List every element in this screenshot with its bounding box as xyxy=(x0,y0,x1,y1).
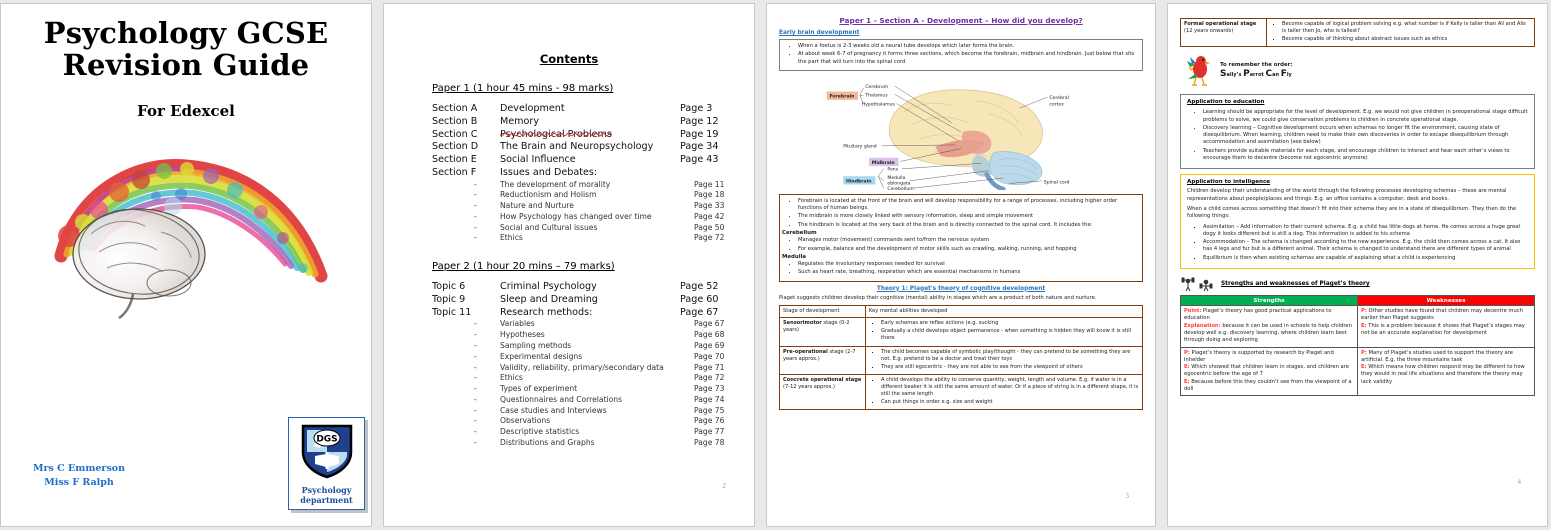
page-2-contents[interactable] xyxy=(383,3,755,527)
toc-row[interactable] xyxy=(432,116,754,129)
strength-cell xyxy=(1181,306,1358,347)
toc-title: Development xyxy=(500,103,565,114)
toc-subrow[interactable] xyxy=(432,330,754,341)
mnemonic-phrase xyxy=(1220,69,1292,79)
toc-subtitle: The development of morality xyxy=(500,179,611,189)
intelligence-bullets xyxy=(1187,224,1528,262)
header-stage: Stage of development xyxy=(780,305,866,317)
table-header-row xyxy=(1181,296,1535,306)
toc-row[interactable] xyxy=(432,129,754,142)
toc-subtitle: Observations xyxy=(500,416,551,426)
application-education-heading: Application to education xyxy=(1187,99,1265,106)
pee-tag: P: xyxy=(1184,349,1190,356)
pee-text: Other studies have found that children may decentre much earlier than Piaget suggests xyxy=(1361,308,1523,322)
cover-subtitle: For Edexcel xyxy=(137,101,235,120)
mnemonic-big-2: C xyxy=(1265,69,1273,80)
list-item: ▪ Become capable of thinking about abstract issues such as ethics xyxy=(1282,36,1531,43)
list-item: • At about week 6-7 of pregnancy it forms three sections, which become the forebrain, midbrain and hindbrain. Just below that sits the part that will turn into the spinal cord xyxy=(798,51,1138,65)
brain-splash-svg xyxy=(21,136,351,336)
toc-subtitle: Descriptive statistics xyxy=(500,427,580,437)
mnemonic-small-0: ally’s xyxy=(1226,72,1242,79)
pee-tag: P: xyxy=(1361,308,1367,315)
brain-parts-box xyxy=(779,194,1143,282)
pee-line xyxy=(1184,308,1354,323)
weakness-cell xyxy=(1358,306,1535,347)
toc-page: Page 60 xyxy=(680,293,719,305)
crest-label-line1: Psychology xyxy=(301,485,352,495)
toc-subrow[interactable] xyxy=(432,223,754,234)
toc-title: Research methods: xyxy=(500,306,593,318)
pee-tag: E: xyxy=(1184,364,1190,371)
toc-section: Section A xyxy=(432,103,478,114)
intelligence-para-1: Children develop their understanding of the world through the following processes developing schemas – these are mental representations about people/places and things. E.g. an office contains a computer, desk and books. xyxy=(1187,188,1507,202)
dgs-shield-icon xyxy=(299,422,355,480)
toc-subrow[interactable] xyxy=(432,212,754,223)
mnemonic-small-2: an xyxy=(1272,72,1280,79)
labelled-brain-svg xyxy=(779,75,1143,190)
toc-subpage: Page 42 xyxy=(694,211,725,221)
toc-subrow[interactable] xyxy=(432,352,754,363)
abilities-cell xyxy=(866,318,1143,346)
school-crest-box xyxy=(288,417,365,510)
pee-tag: E: xyxy=(1361,364,1367,371)
toc-page: Page 34 xyxy=(680,141,719,153)
toc-subpage: Page 69 xyxy=(694,341,725,350)
strength-cell xyxy=(1181,347,1358,396)
toc-row[interactable] xyxy=(432,294,754,307)
toc-title: The Brain and Neuropsychology xyxy=(500,141,654,153)
education-bullets xyxy=(1187,109,1528,162)
ability-list xyxy=(869,349,1139,371)
pee-text: Piaget’s theory has good practical applications to education xyxy=(1184,308,1332,322)
author-names xyxy=(33,462,125,490)
header-abilities: Key mental abilities developed xyxy=(866,305,1143,317)
mnemonic-lead: To remember the order: xyxy=(1220,62,1293,69)
toc-page: Page 67 xyxy=(680,306,719,318)
pee-tag: E: xyxy=(1361,322,1367,329)
bullet-dash: - xyxy=(474,373,477,383)
toc-subpage: Page 50 xyxy=(694,222,725,232)
list-item: ▪ Assimilation – Add information to their current schema. E.g. a child has little dogs at home. He comes across a huge great dogy it looks different but is still a dog. This information is added to his schema xyxy=(1203,224,1528,238)
table-row xyxy=(780,346,1143,374)
list-item: • Learning should be appropriate for the level of development. E.g. we would not give children in preoperational stage difficult problems to solve, we could give conservation problems to children in concrete operational stage. xyxy=(1203,109,1528,123)
application-education-box xyxy=(1180,94,1535,169)
table-row xyxy=(780,374,1143,409)
toc-subpage: Page 70 xyxy=(694,351,725,361)
bullet-dash: - xyxy=(474,190,477,200)
strengths-weaknesses-header xyxy=(1180,276,1535,292)
bullet-dash: - xyxy=(474,427,477,437)
list-item: • When a foetus is 2-3 weeks old a neural tube develops which later forms the brain. xyxy=(798,43,1138,50)
page-number: 2 xyxy=(722,482,726,490)
page-gap xyxy=(1156,0,1167,10)
paper-2-toc xyxy=(432,281,754,449)
pee-tag: Point: xyxy=(1184,308,1202,315)
pee-line xyxy=(1184,350,1354,365)
page-number: 3 xyxy=(1125,492,1129,500)
mnemonic-big-1: P xyxy=(1243,69,1250,80)
table-row xyxy=(1181,306,1535,347)
intelligence-para-2: When a child comes across something that doesn’t fit into their schema they are in a state of disequilibrium. They then do the following things: xyxy=(1187,205,1517,220)
bullet-dash: - xyxy=(474,438,477,448)
label-oblongata: oblongata xyxy=(887,181,911,187)
abilities-cell xyxy=(866,374,1143,409)
toc-subrow[interactable] xyxy=(432,341,754,352)
brain-diagram-figure xyxy=(779,75,1143,190)
table-row xyxy=(1181,347,1535,396)
toc-subpage: Page 75 xyxy=(694,405,725,415)
cerebellum-heading: Cerebellum xyxy=(782,230,817,237)
pee-text: This is a problem because it shows that Piaget’s stages may not be an accurate explanation for development xyxy=(1361,322,1525,336)
label-cerebral-cortex: Cerebral xyxy=(1049,95,1069,101)
pee-tag: P: xyxy=(1361,349,1367,356)
cerebellum-bullets xyxy=(782,237,1138,253)
label-hypothalamus: Hypothalamus xyxy=(861,102,895,108)
bullet-dash: - xyxy=(474,330,477,340)
pee-line xyxy=(1361,364,1531,386)
toc-subtitle: Sampling methods xyxy=(500,341,572,350)
toc-title: Sleep and Dreaming xyxy=(500,293,598,305)
piaget-stage-table xyxy=(779,305,1143,410)
list-item: • For example, balance and the development of motor skills such as crawling, walking, running, and hopping xyxy=(798,246,1138,253)
strengths-weaknesses-table xyxy=(1180,295,1535,396)
pee-text: Which showed that children learn in stages, and children are egocentric before the age of 7 xyxy=(1184,364,1349,378)
bullet-dash: - xyxy=(474,384,477,394)
table-header-row xyxy=(780,305,1143,317)
toc-subpage: Page 71 xyxy=(694,362,725,372)
bullet-dash: - xyxy=(474,319,477,329)
toc-subpage: Page 76 xyxy=(694,416,725,426)
theory-intro: Piaget suggests children develop their cognitive (mental) ability in stages which are a product of both nature and nurture. xyxy=(779,294,1097,301)
weakness-cell xyxy=(1358,347,1535,396)
cover-title xyxy=(19,17,353,82)
bullet-dash: - xyxy=(474,341,477,350)
toc-subtitle: Types of experiment xyxy=(500,384,578,394)
toc-row[interactable] xyxy=(432,167,754,180)
toc-subpage: Page 74 xyxy=(694,394,725,404)
label-midbrain: Midbrain xyxy=(871,160,895,166)
cover-title-line2: Revision Guide xyxy=(62,48,310,83)
pee-text: Many of Piaget’s studies used to support the theory are artificial. E.g. the three mountains task xyxy=(1361,349,1513,363)
medulla-heading: Medulla xyxy=(782,253,807,260)
list-item: ▪ They are still egocentric - they are not able to see from the viewpoint of others xyxy=(881,364,1139,371)
page-gap xyxy=(372,0,383,10)
bullet-dash: - xyxy=(474,362,477,372)
pee-line xyxy=(1361,308,1531,323)
medulla-bullets xyxy=(782,261,1138,277)
bullet-dash: - xyxy=(474,416,477,426)
early-brain-development-heading: Early brain development xyxy=(779,30,860,36)
toc-page: Page 12 xyxy=(680,115,719,127)
ability-list xyxy=(1270,21,1531,43)
list-item: • The hindbrain is located at the very back of the brain and is directly connected to the spinal cord. It includes the: xyxy=(798,222,1138,229)
toc-subpage: Page 77 xyxy=(694,427,725,437)
formal-operational-table xyxy=(1180,18,1535,47)
list-item: ▪ Accommodation – The schema is changed according to the new experience. E.g. the child then comes across a cat. It also has 4 legs and fur but is a different animal. Their schema is changed to understand there are different types of animal xyxy=(1203,239,1528,253)
list-item: ▪ Early schemas are reflex actions (e.g. sucking xyxy=(881,320,1139,327)
toc-subrow[interactable] xyxy=(432,363,754,374)
list-item: ▪ Equilibrium is then when existing schemas are capable of explaining what a child is experiencing xyxy=(1203,255,1528,262)
toc-section: Section E xyxy=(432,154,477,165)
toc-subpage: Page 18 xyxy=(694,190,725,200)
stage-age: stage (2-7 years approx.) xyxy=(783,348,856,362)
list-item: • Discovery learning – Cognitive development occurs when schemas no longer fit the environment, causing state of disequilibrium. When learning, children need to make their own discoveries in order to escape disequilibrium through accommodation and assimilation (see below) xyxy=(1203,125,1528,147)
toc-subrow[interactable] xyxy=(432,319,754,330)
toc-title: Criminal Psychology xyxy=(500,281,597,293)
toc-subtitle: Nature and Nurture xyxy=(500,201,574,211)
toc-row[interactable] xyxy=(432,281,754,294)
early-brain-bullets xyxy=(782,43,1138,66)
toc-subrow[interactable] xyxy=(432,201,754,212)
ability-list xyxy=(869,320,1139,342)
toc-subrow[interactable] xyxy=(432,406,754,417)
bullet-dash: - xyxy=(474,179,477,189)
toc-subrow[interactable] xyxy=(432,395,754,406)
pee-tag: E: xyxy=(1184,378,1190,385)
stage-name: Formal operational stage xyxy=(1184,21,1257,27)
svg-text:DGS: DGS xyxy=(315,434,338,445)
colour-splash-brain-illustration xyxy=(21,136,351,336)
pee-line xyxy=(1361,323,1531,338)
bullet-dash: - xyxy=(474,233,477,243)
label-cerebrum: Cerebrum xyxy=(865,84,889,90)
toc-title: Social Influence xyxy=(500,154,576,165)
list-item: • Forebrain is located at the front of the brain and will develop responsibility for a range of processes, including higher order functions of human beings. xyxy=(798,198,1138,212)
list-item: • The midbrain is more closely linked with sensory information, sleep and simple movement xyxy=(798,213,1138,220)
label-cerebellum: Cerebellum xyxy=(887,186,914,190)
mnemonic-text xyxy=(1220,61,1292,79)
toc-subpage: Page 72 xyxy=(694,373,725,383)
section-a-title: Paper 1 - Section A - Development – How did you develop? xyxy=(839,16,1083,25)
stage-age: stage (0-2 years) xyxy=(783,320,850,334)
pee-tag: Explanation: xyxy=(1184,322,1221,329)
pee-line xyxy=(1184,379,1354,394)
stage-name: Pre-operational xyxy=(783,348,828,355)
toc-page: Page 3 xyxy=(680,103,713,114)
author-1: Mrs C Emmerson xyxy=(33,463,126,474)
pee-text: Piaget’s theory is supported by research by Piaget and Inhelder xyxy=(1184,349,1334,363)
pee-text: Which means how children respond may be different to how they would in real life situations and therefore the theory may lack validity xyxy=(1361,364,1525,385)
toc-subrow[interactable] xyxy=(432,427,754,438)
toc-subtitle: Validity, reliability, primary/secondary data xyxy=(500,362,664,372)
toc-subrow[interactable] xyxy=(432,373,754,384)
toc-subpage: Page 33 xyxy=(694,201,725,211)
contents-heading: Contents xyxy=(539,52,599,66)
toc-subtitle: Reductionism and Holism xyxy=(500,190,597,200)
list-item: ▪ Gradually a child develops object permanence - when something is hidden they will know it is still there xyxy=(881,328,1139,342)
toc-subpage: Page 67 xyxy=(694,319,725,329)
toc-row[interactable] xyxy=(432,141,754,154)
mnemonic-block xyxy=(1184,53,1535,87)
toc-subpage: Page 72 xyxy=(694,233,725,243)
toc-page: Page 43 xyxy=(680,154,719,165)
pee-text: Because before this they couldn’t see from the viewpoint of a doll xyxy=(1184,378,1352,392)
toc-subtitle: Social and Cultural issues xyxy=(500,222,598,232)
toc-page: Page 52 xyxy=(680,281,719,293)
stage-cell xyxy=(780,346,866,374)
toc-subtitle: Case studies and Interviews xyxy=(500,405,607,415)
weaknesses-header: Weaknesses xyxy=(1358,296,1535,306)
toc-section: Topic 6 xyxy=(432,281,466,293)
toc-subtitle: Hypotheses xyxy=(500,330,545,340)
list-item: ▪ The child becomes capable of symbolic play/thought - they can pretend to be something they are not. E.g. pretend to be a doctor and treat their toys xyxy=(881,349,1139,363)
stage-name: Concrete operational stage xyxy=(783,376,862,383)
paper-1-heading: Paper 1 (1 hour 45 mins - 98 marks) xyxy=(432,83,614,94)
mnemonic-big-0: S xyxy=(1220,69,1227,80)
paper-1-toc xyxy=(432,103,754,244)
toc-subtitle: Questionnaires and Correlations xyxy=(500,394,623,404)
ability-list xyxy=(869,377,1139,406)
stage-age: (7-12 years approx.) xyxy=(783,384,835,391)
bullet-dash: - xyxy=(474,222,477,232)
page-1-cover[interactable] xyxy=(0,3,372,527)
label-pons: Pons xyxy=(887,167,899,173)
toc-section: Section C xyxy=(432,128,478,140)
bullet-dash: - xyxy=(474,394,477,404)
theory-1-heading: Theory 1: Piaget's theory of cognitive development xyxy=(876,285,1046,292)
label-forebrain: Forebrain xyxy=(829,94,855,100)
toc-subpage: Page 11 xyxy=(694,179,725,189)
toc-subpage: Page 73 xyxy=(694,384,725,394)
toc-subrow[interactable] xyxy=(432,384,754,395)
toc-section: Section D xyxy=(432,141,479,153)
toc-title: Memory xyxy=(500,115,540,127)
stage-age: (12 years onwards) xyxy=(1184,28,1234,35)
label-medulla: Medulla xyxy=(887,175,906,181)
list-item: • Teachers provide suitable materials for each stage, and encourage children to interact and hear each other’s views to encourage them to decentre (become not egocentric anymore) xyxy=(1203,148,1528,162)
author-2: Miss F Ralph xyxy=(44,476,114,488)
bullet-dash: - xyxy=(474,211,477,221)
mnemonic-big-3: F xyxy=(1280,69,1287,80)
early-brain-box xyxy=(779,39,1143,71)
toc-subrow[interactable] xyxy=(432,180,754,191)
page-3-development-notes[interactable] xyxy=(766,3,1156,527)
cover-title-line1: Psychology GCSE xyxy=(43,16,329,50)
pee-line xyxy=(1184,364,1354,379)
pee-text: because it can be used in schools to help children develop well e.g. discovery learning, where children learn best through doing and exploring xyxy=(1184,322,1352,344)
application-intelligence-box xyxy=(1180,174,1535,269)
brain-parts-bullets xyxy=(782,198,1138,229)
page-4-piaget-evaluation[interactable] xyxy=(1167,3,1548,527)
abilities-cell xyxy=(1267,19,1535,47)
toc-section: Topic 11 xyxy=(432,306,472,318)
table-row xyxy=(1181,19,1535,47)
table-row xyxy=(780,318,1143,346)
list-item: • Manages motor (movement) commands sent to/from the nervous system xyxy=(798,237,1138,244)
list-item: • Such as heart rate, breathing, respiration which are essential mechanisms in humans xyxy=(798,269,1138,276)
list-item: • Regulates the involuntary responses needed for survival xyxy=(798,261,1138,268)
toc-subtitle: Ethics xyxy=(500,233,523,243)
pee-line xyxy=(1184,323,1354,345)
crest-label xyxy=(289,486,364,505)
mnemonic-small-3: ly xyxy=(1286,72,1292,79)
strengths-weaknesses-heading: Strengths and weaknesses of Piaget’s theory xyxy=(1221,281,1370,288)
weightlifter-icon xyxy=(1180,276,1216,292)
stage-cell xyxy=(780,318,866,346)
toc-page: Page 19 xyxy=(680,128,719,140)
stage-cell xyxy=(780,374,866,409)
page-gap xyxy=(755,0,766,10)
toc-section: Section B xyxy=(432,115,478,127)
toc-title: Psychological Problems xyxy=(500,128,612,140)
toc-section: Section F xyxy=(432,166,477,178)
label-hindbrain: Hindbrain xyxy=(846,179,872,185)
toc-row[interactable] xyxy=(432,307,754,320)
toc-subrow[interactable] xyxy=(432,190,754,201)
toc-subtitle: Ethics xyxy=(500,373,523,383)
label-thalamus: Thalamus xyxy=(865,93,888,99)
toc-subrow[interactable] xyxy=(432,233,754,244)
abilities-cell xyxy=(866,346,1143,374)
parrot-icon xyxy=(1184,53,1214,87)
application-intelligence-heading: Application to intelligence xyxy=(1187,179,1271,186)
toc-subtitle: Experimental designs xyxy=(500,351,583,361)
toc-subrow[interactable] xyxy=(432,416,754,427)
crest-label-line2: department xyxy=(300,494,353,505)
toc-subtitle: How Psychology has changed over time xyxy=(500,211,652,221)
toc-subtitle: Distributions and Graphs xyxy=(500,438,595,448)
mnemonic-small-1: arrot xyxy=(1249,72,1264,79)
stage-cell xyxy=(1181,19,1267,47)
toc-subrow[interactable] xyxy=(432,438,754,449)
list-item: ▪ Can put things in order e.g. size and weight xyxy=(881,399,1139,406)
strengths-header: Strengths xyxy=(1181,296,1358,306)
toc-subpage: Page 78 xyxy=(694,438,725,448)
list-item: ▪ A child develops the ability to conserve quantity, weight, length and volume. E.g. if water is in a different beaker it is still the same amount of water. Or if a piece of string is in a different shape, it is still the same length xyxy=(881,377,1139,398)
bullet-dash: - xyxy=(474,405,477,415)
pee-line xyxy=(1361,350,1531,365)
list-item: ▪ Become capable of logical problem solving e.g. what number is if Kelly is taller than Ali and Alis is taller then Jo, who is tallest? xyxy=(1282,21,1531,35)
bullet-dash: - xyxy=(474,351,477,361)
label-spinal-cord: Spinal cord xyxy=(1043,180,1070,186)
page-number: 4 xyxy=(1517,478,1521,486)
toc-subpage: Page 68 xyxy=(694,330,725,340)
label-pituitary-gland: Pituitary gland xyxy=(843,144,877,150)
stage-name: Sensorimotor xyxy=(783,320,822,327)
toc-row[interactable] xyxy=(432,154,754,167)
toc-row[interactable] xyxy=(432,103,754,116)
toc-subtitle: Variables xyxy=(500,319,535,329)
bullet-dash: - xyxy=(474,201,477,211)
toc-section: Topic 9 xyxy=(432,293,466,305)
label-cerebral-cortex-2: cortex xyxy=(1049,102,1064,108)
paper-2-heading: Paper 2 (1 hour 20 mins – 79 marks) xyxy=(432,261,615,273)
toc-title: Issues and Debates: xyxy=(500,166,598,178)
